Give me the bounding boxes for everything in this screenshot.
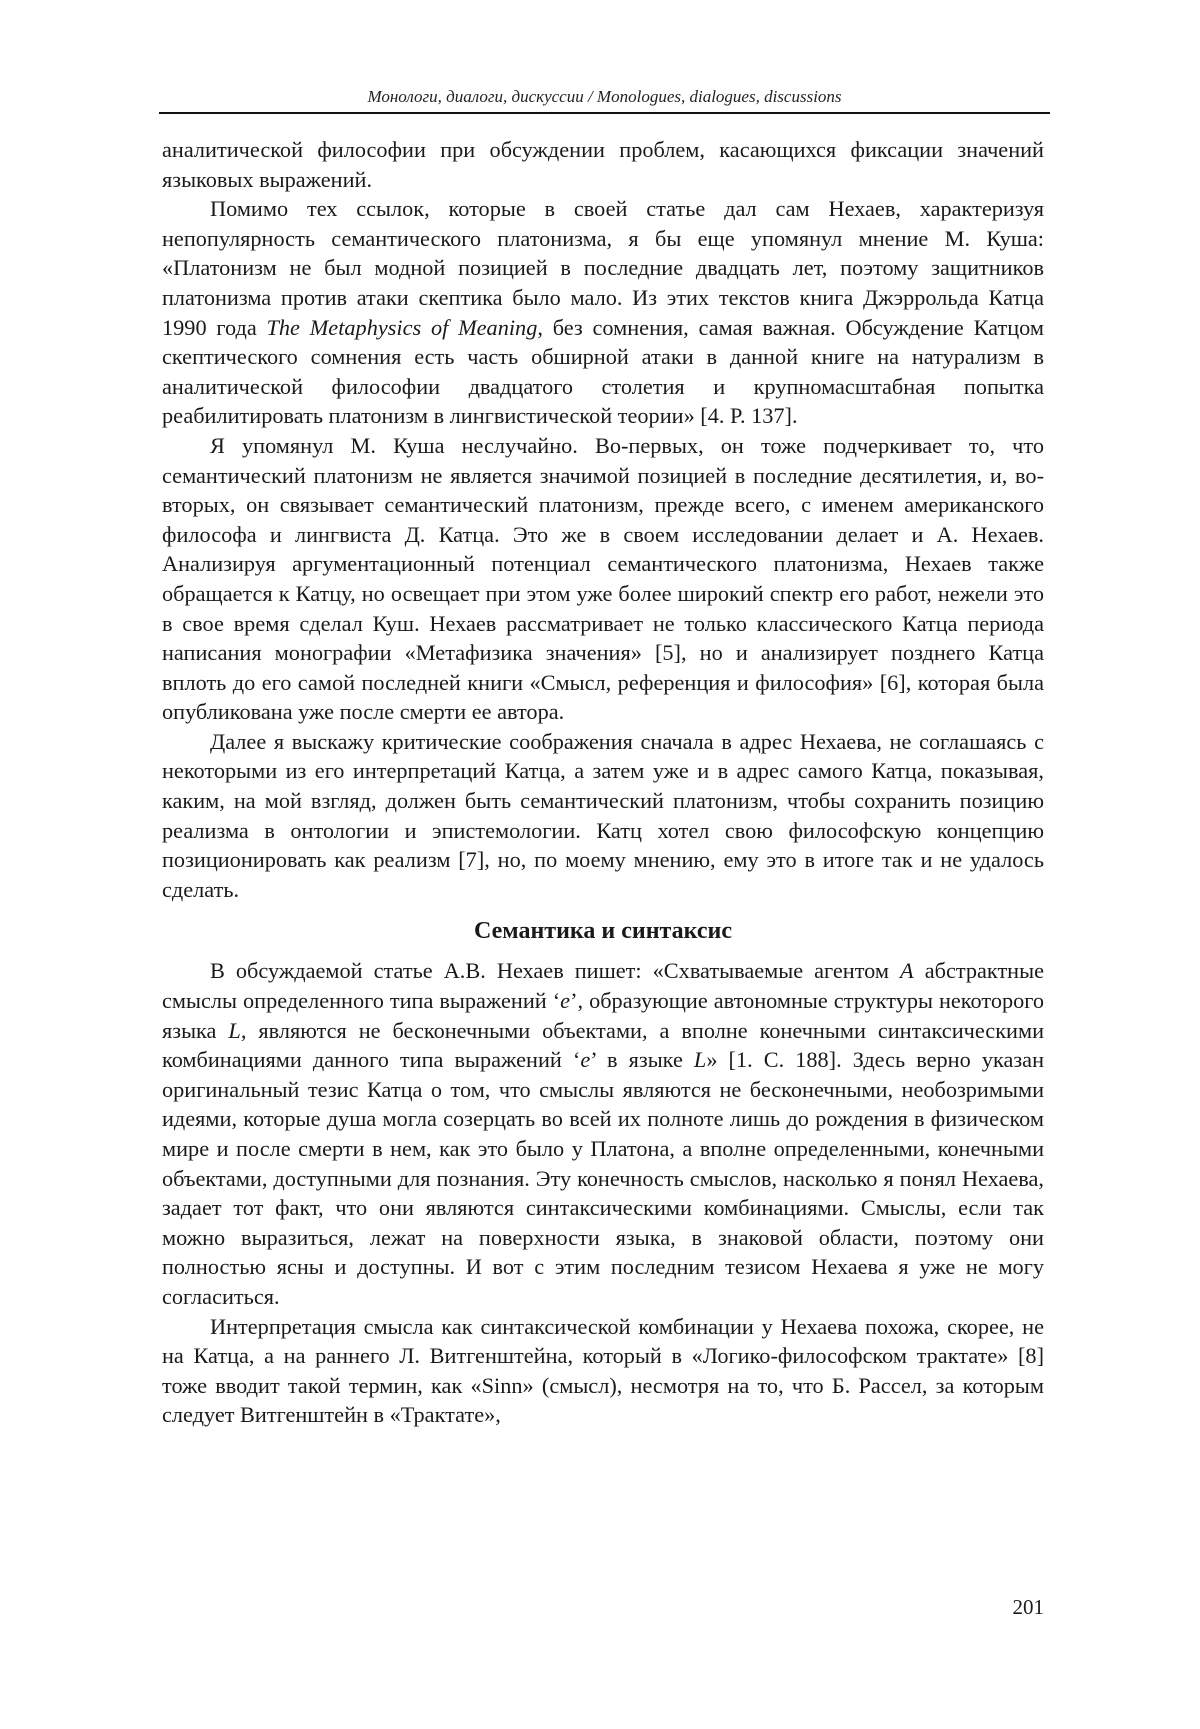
header-rule <box>159 112 1050 114</box>
page-number: 201 <box>1012 1595 1044 1619</box>
intro-paragraphs <box>162 135 1044 904</box>
italic-text: L <box>228 1017 241 1043</box>
paragraph-text: Далее я выскажу критические соображения сначала в адрес Нехаева, не соглашаясь с некоторыми из его интерпретаций Катца, а затем уже и в адрес самого Катца, показывая, каким, на мой взгляд, должен быть семантический платонизм, чтобы сохранить позицию реализма в онтологии и эпистемологии. Катц хотел свою философскую концепцию позиционировать как реализм [7], но, по моему мнению, ему это в итоге так и не удалось сделать. <box>162 728 1044 902</box>
paragraph-text: Интерпретация смысла как синтаксической комбинации у Нехаева похожа, скорее, не на Катца, а на раннего Л. Витгенштейна, который в «Логико-философском трактате» [8] тоже вводит такой термин, как «Sinn» (смысл), несмотря на то, что Б. Рассел, за которым следует Витгенштейн в «Трактате», <box>162 1313 1044 1428</box>
running-head: Монологи, диалоги, дискуссии / Monologues, dialogues, discussions <box>367 87 842 106</box>
paragraph-text: ’ в языке <box>590 1047 694 1073</box>
paragraph <box>162 135 1044 194</box>
paragraph <box>162 1312 1044 1430</box>
section-title: Семантика и синтаксис <box>474 918 732 945</box>
paragraph-text: Я упомянул М. Куша неслучайно. Во-первых, он тоже подчеркивает то, что семантический платонизм не является значимой позицией в последние десятилетия, и, во-вторых, он связывает семантический платонизм, прежде всего, с именем американского философа и лингвиста Д. Катца. Это же в своем исследовании делает и А. Нехаев. Анализируя аргументационный потенциал семантического платонизма, Нехаев также обращается к Катцу, но освещает при этом уже более широкий спектр его работ, нежели это в свое время сделал Куш. Нехаев рассматривает не только классического Катца периода написания монографии «Метафизика значения» [5], но и анализирует позднего Катца вплоть до его самой последней книги «Смысл, референция и философия» [6], которая была опубликована уже после смерти ее автора. <box>162 432 1044 725</box>
italic-text: e <box>560 988 571 1014</box>
italic-text: The Metaphysics of Meaning <box>266 314 538 340</box>
paragraph-text: , являются не бесконечными объектами, а вполне конечными синтаксическими комбинациями данного типа выражений ‘ <box>162 1017 1044 1073</box>
paragraph-text: ’, образующие автономные структуры некоторого языка <box>162 988 1044 1043</box>
italic-text: L <box>693 1047 707 1073</box>
paragraph <box>162 194 1044 431</box>
italic-text: e <box>580 1047 591 1073</box>
paragraph-text: абстрактные смыслы определенного типа выражений ‘ <box>162 958 1044 1014</box>
paragraph-text: , без сомнения, самая важная. Обсуждение Катцом скептического сомнения есть часть обширной атаки в данной книге на натурализм в аналитической философии двадцатого столетия и крупномасштабная попытка реабилитировать платонизм в лингвистической теории» [4. P. 137]. <box>162 314 1044 429</box>
paragraph-text: аналитической философии при обсуждении проблем, касающихся фиксации значений языковых выражений. <box>162 137 1044 192</box>
paragraph-text: В обсуждаемой статье А.В. Нехаев пишет: «Схватываемые агентом <box>210 958 901 984</box>
paragraph <box>162 727 1044 905</box>
paragraph-text: » [1. С. 188]. Здесь верно указан оригинальный тезис Катца о том, что смыслы являются не бесконечными, необозримыми идеями, которые душа могла созерцать во всей их полноте лишь до рождения в физическом мире и после смерти в нем, как это было у Платона, а вполне определенными, конечными объектами, доступными для познания. Эту конечность смыслов, насколько я понял Нехаева, задает тот факт, что они являются синтаксическими комбинациями. Смыслы, если так можно выразиться, лежат на поверхности языка, в знаковой области, поэтому они полностью ясны и доступны. И вот с этим последним тезисом Нехаева я уже не могу согласиться. <box>162 1047 1044 1309</box>
section-paragraphs <box>162 956 1044 1430</box>
paragraph-text: Помимо тех ссылок, которые в своей статье дал сам Нехаев, характеризуя непопулярность семантического платонизма, я бы еще упомянул мнение М. Куша: «Платонизм не был модной позицией в последние двадцать лет, поэтому защитников платонизма против атаки скептика было мало. Из этих текстов книга Джэррольда Катца 1990 года <box>162 196 1044 340</box>
paragraph <box>162 431 1044 727</box>
article-body <box>162 135 1044 1430</box>
paragraph <box>162 956 1044 1311</box>
italic-text: A <box>900 958 914 984</box>
